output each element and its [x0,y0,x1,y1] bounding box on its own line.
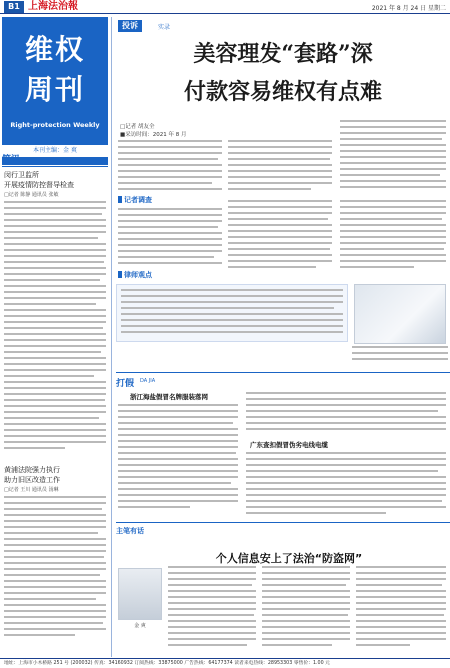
lawyer-view-box [116,284,348,342]
illustration-caption-text [352,346,448,364]
brief1-byline: □记者 陈静 通讯员 张敏 [4,192,59,198]
masthead [0,0,450,14]
article-byline: □记者 胡友全 [120,124,155,130]
brief1-body-text [4,201,106,453]
article-date-line: ■采访时间：2021 年 8 月 [120,132,187,138]
chief-editor-line: 本刊主编：金 爽 [2,145,108,157]
editorial-section-label: 主笔有话 [116,527,144,535]
section-kicker: 投诉 [118,20,142,32]
headline-line1: 美容理发“套路”深 [193,41,373,67]
newspaper-name: 上海法治報 [28,1,78,12]
article-body-col3 [340,120,446,192]
editorial-section-divider [116,522,450,523]
crackdown-section-sub: DA JIA [140,378,156,384]
brief-heading: 简讯 [2,155,21,165]
story1-title: 浙江海盐假冒名牌服装落网 [130,393,208,401]
article-body-col1 [118,140,222,194]
lawyer-view-text [121,289,343,337]
investigation-body-col1 [118,208,222,268]
left-column [0,17,110,668]
crackdown-section-label: 打假 [116,379,135,389]
author-portrait [118,568,162,620]
brand-english-name: Right-protection Weekly [10,121,100,129]
weekly-brand-box [2,17,108,165]
column-divider [111,17,112,657]
section-kicker-sub: 实录 [158,24,171,31]
crackdown-section-divider [116,372,450,373]
investigation-body-col3 [340,200,446,272]
brief-divider [2,166,108,167]
headline-line2: 付款容易维权有点难 [183,79,382,105]
essay-body-col3 [356,566,446,650]
essay-body-col2 [262,566,350,650]
subhead-lawyer-view: 律师观点 [118,270,152,280]
brand-title-line2: 周刊 [24,73,85,106]
cartoon-illustration [354,284,446,344]
brief2-byline: □记者 王川 通讯员 汤琳 [4,487,59,493]
brief2-body-text [4,496,106,640]
story2-body [246,452,446,518]
story2-title: 广东查扣假冒伪劣电线电缆 [250,441,328,449]
essay-author: 金 爽 [134,623,146,629]
essay-title: 个人信息安上了法治“防盗网” [215,552,363,565]
brand-title-line1: 维权 [24,33,85,66]
article-body-col2 [228,140,332,194]
page-number-badge: B1 [4,1,24,13]
brief1-title-line2: 开展疫情防控督导检查 [4,181,74,189]
brief1-title-line1: 闵行卫监所 [4,171,39,179]
footer-contact-line: 地址：上海市小木桥路 251 号 (200032) 传真：34160932 订阅热线：33875000 广告热线：64177374 读者来电热线：28953303 零售价：1.00 元 [0,658,450,668]
issue-date: 2021 年 8 月 24 日 星期二 [371,5,446,12]
brief2-title-line2: 助力旧区改造工作 [4,476,60,484]
investigation-body-col2 [228,200,332,272]
essay-body-col1 [168,566,256,650]
story1-body [118,404,238,512]
subhead-reporter-investigation: 记者调查 [118,195,152,205]
brief2-title-line1: 黄浦法院强力执行 [4,466,60,474]
story1-body-cont [246,392,446,434]
